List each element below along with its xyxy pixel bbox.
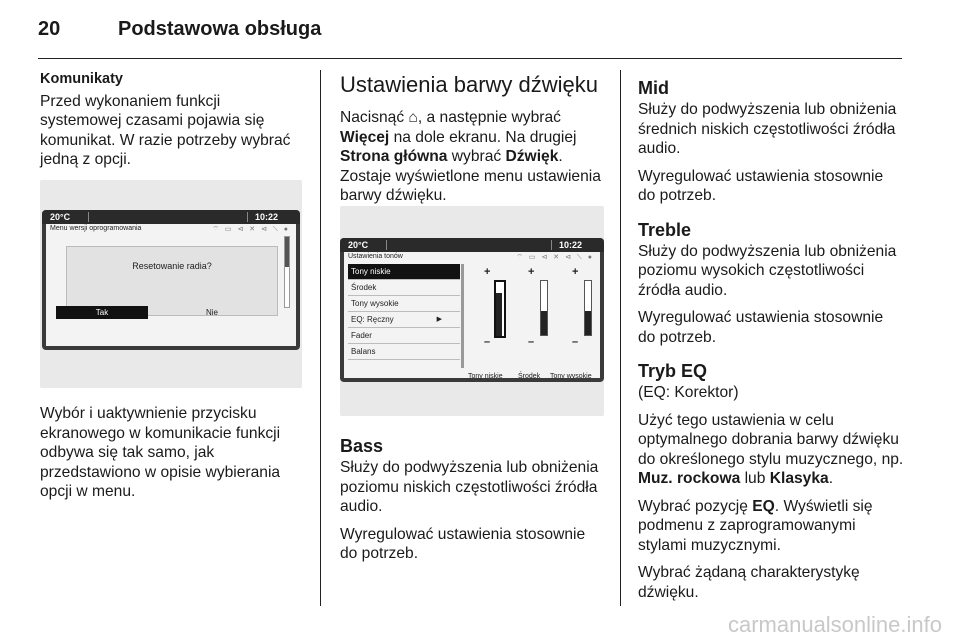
paragraph: Przed wykonaniem funkcji systemowej czasami pojawia się komunikat. W razie potrzeby wybrać jedną z opcji.	[40, 92, 291, 168]
eq-label: Tony niskie	[468, 373, 503, 380]
minus-icon: –	[528, 336, 535, 348]
page-title: Podstawowa obsługa	[118, 18, 322, 40]
paragraph: Wyregulować ustawienia stosownie do potrzeb.	[340, 525, 586, 562]
section-heading-eq-mode: Tryb EQ	[638, 361, 708, 381]
menu-item-fader[interactable]: Fader	[348, 328, 460, 344]
page-number: 20	[38, 18, 61, 40]
menu-item-eq[interactable]: EQ: Ręczny ▶	[348, 312, 460, 328]
eq-slider-bass[interactable]	[480, 266, 520, 352]
paragraph: (EQ: Korektor)	[638, 384, 739, 401]
home-icon: ⌂	[408, 109, 418, 126]
message-screenshot	[40, 180, 302, 388]
column-divider	[320, 70, 321, 606]
status-bar	[42, 210, 300, 224]
column-right	[638, 78, 904, 610]
clock: 10:22	[558, 240, 582, 250]
minus-icon: –	[484, 336, 491, 348]
minus-icon: –	[572, 336, 579, 348]
dialog-message: Resetowanie radia?	[132, 261, 212, 271]
menu-item-middle[interactable]: Środek	[348, 280, 460, 296]
screen-panel	[344, 252, 600, 378]
no-button[interactable]: Nie	[205, 308, 218, 317]
paragraph: Nacisnąć ⌂, a następnie wybrać Więcej na dole ekranu. Na drugiej Strona główna wybrać Dźwięk. Zostaje wyświetlone menu ustawienia barwy dźwięku.	[340, 109, 601, 204]
section-heading-treble: Treble	[638, 219, 692, 240]
column-left	[40, 70, 302, 178]
plus-icon: +	[528, 266, 535, 278]
scrollbar[interactable]	[284, 236, 290, 308]
menu-item-balance[interactable]: Balans	[348, 344, 460, 360]
paragraph: Służy do podwyższenia lub obniżenia poziomu niskich częstotliwości źródła audio.	[340, 459, 599, 515]
clock: 10:22	[254, 212, 278, 222]
slider-fill	[496, 293, 502, 336]
temperature: 20°C	[348, 240, 369, 250]
paragraph: Wyregulować ustawienia stosownie do potrzeb.	[638, 309, 884, 346]
paragraph: Służy do podwyższenia lub obniżenia poziomu wysokich częstotliwości źródła audio.	[638, 242, 897, 299]
yes-button[interactable]: Tak	[56, 306, 148, 319]
status-icons: ⌔ ▭ ⊲ ✕ ⊲ ⟍ ●	[516, 254, 594, 261]
screen-panel	[46, 224, 296, 346]
section-heading-tone: Ustawienia barwy dźwięku	[340, 72, 598, 97]
display-screen	[42, 210, 300, 350]
menu-item-treble[interactable]: Tony wysokie	[348, 296, 460, 312]
page-header	[38, 0, 902, 59]
column-middle-lower	[340, 436, 604, 572]
arrow-right-icon: ▶	[436, 316, 442, 323]
tone-menu	[348, 264, 460, 360]
menu-item-bass[interactable]: Tony niskie	[348, 264, 460, 280]
paragraph: Wybrać pozycję EQ. Wyświetli się podmenu z zaprogramowanymi stylami muzycznymi.	[638, 497, 873, 554]
slider-fill	[585, 311, 591, 335]
watermark: carmanualsonline.info	[727, 612, 942, 637]
display-screen	[340, 238, 604, 382]
paragraph: Wybrać żądaną charakterystykę dźwięku.	[638, 564, 860, 601]
slider-fill	[541, 311, 547, 335]
screen-breadcrumb: Ustawienia tonów	[348, 253, 403, 260]
eq-label: Środek	[518, 373, 541, 380]
menu-scrollbar[interactable]	[461, 264, 464, 368]
plus-icon: +	[572, 266, 579, 278]
paragraph: Użyć tego ustawienia w celu optymalnego dobrania barwy dźwięku do określonego stylu muzycznego, np. Muz. rockowa lub Klasyka.	[638, 411, 904, 487]
eq-label: Tony wysokie	[550, 373, 592, 380]
section-heading-messages: Komunikaty	[40, 71, 123, 87]
section-heading-mid: Mid	[638, 78, 669, 98]
screen-breadcrumb: Menu wersji oprogramowania	[50, 225, 142, 232]
status-icons: ⌔ ▭ ⊲ ✕ ⊲ ⟍ ●	[212, 226, 290, 233]
column-left-lower	[40, 404, 302, 510]
section-heading-bass: Bass	[340, 436, 384, 456]
paragraph: Służy do podwyższenia lub obniżenia średnich niskich częstotliwości źródła audio.	[638, 101, 897, 157]
temperature: 20°C	[50, 212, 71, 222]
eq-slider-treble[interactable]	[568, 266, 604, 352]
paragraph: Wyregulować ustawienia stosownie do potrzeb.	[638, 167, 884, 204]
column-middle	[340, 70, 604, 214]
column-divider	[620, 70, 621, 606]
eq-slider-middle[interactable]	[524, 266, 564, 352]
status-bar	[340, 238, 604, 252]
tone-screenshot	[340, 206, 604, 416]
paragraph: Wybór i uaktywnienie przycisku ekranowego w komunikacie funkcji odbywa się tak samo, jak przedstawiono w opisie wybierania opcji w menu.	[40, 405, 281, 500]
plus-icon: +	[484, 266, 491, 278]
